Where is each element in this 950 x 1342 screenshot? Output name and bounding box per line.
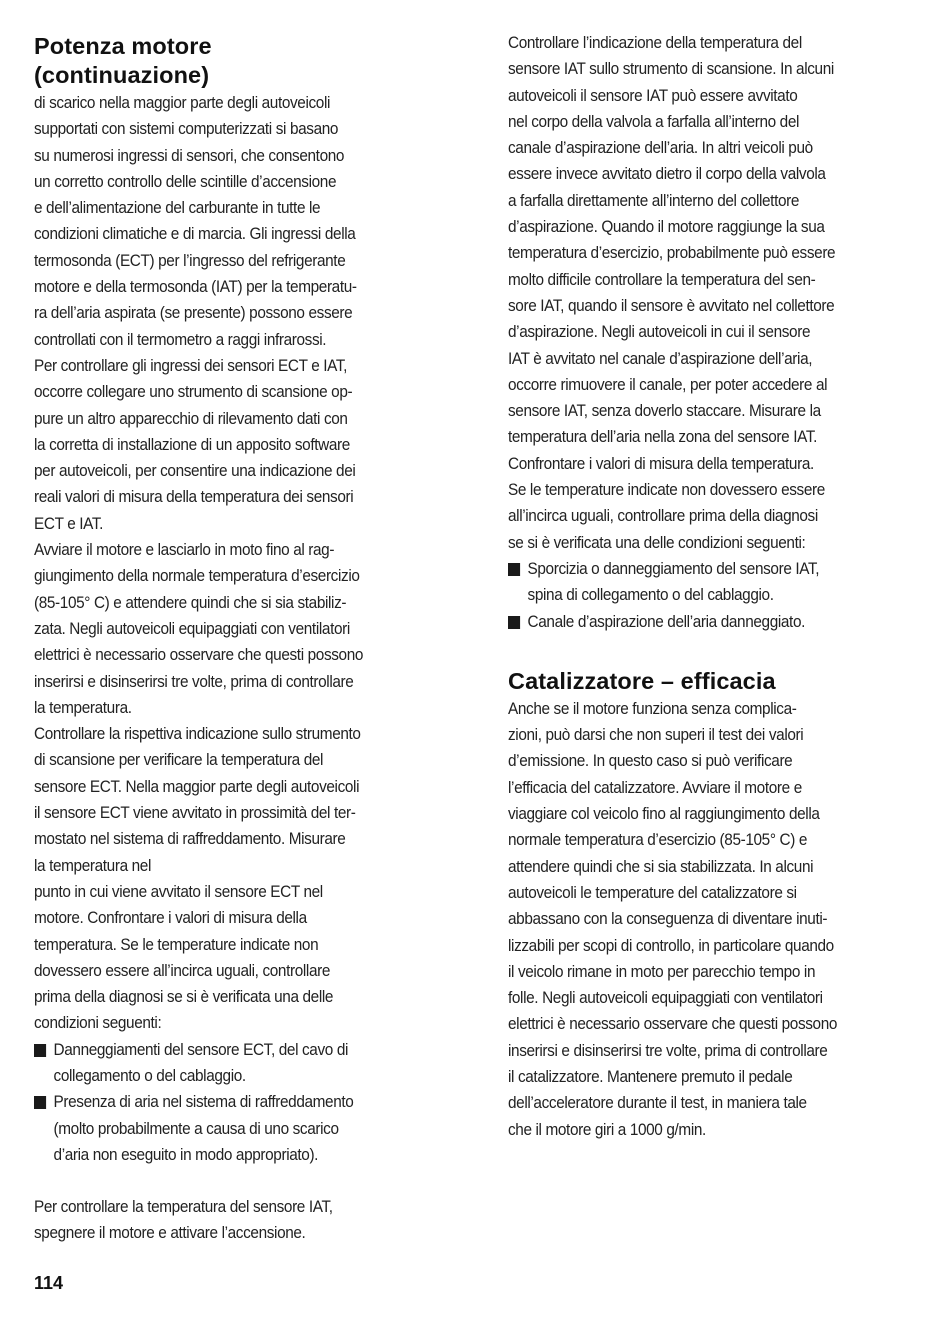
- bullet-line: [508, 556, 893, 582]
- bullet-line: [34, 1037, 424, 1063]
- bullet-text: spina di collegamento o del cablaggio.: [527, 586, 774, 605]
- text-line: Controllare l’indicazione della temperatura del: [508, 34, 802, 52]
- text-line: di scansione per verificare la temperatura del: [34, 751, 324, 770]
- text-line: il veicolo rimane in moto per parecchio tempo in: [508, 962, 816, 981]
- left-column: [34, 30, 424, 1247]
- text-line: l’efficacia del catalizzatore. Avviare il motore e: [508, 778, 802, 797]
- text-line: autoveicoli il sensore IAT può essere avvitato: [508, 86, 798, 105]
- bullet-text: Sporcizia o danneggiamento del sensore IAT,: [527, 559, 820, 578]
- text-line: Per controllare la temperatura del sensore IAT,: [34, 1198, 333, 1217]
- text-line: Anche se il motore funziona senza complica-: [508, 699, 797, 718]
- text-line: Controllare la rispettiva indicazione sullo strumento: [34, 725, 361, 744]
- text-line: inserirsi e disinserirsi tre volte, prima di controllare: [34, 672, 354, 691]
- text-line: normale temperatura d’esercizio (85-105° C) e: [508, 831, 807, 850]
- text-line: spegnere il motore e attivare l’accensione.: [34, 1224, 306, 1243]
- text-line: temperatura dell’aria nella zona del sensore IAT.: [508, 428, 818, 447]
- bullet-line: [508, 582, 893, 608]
- text-line: il catalizzatore. Mantenere premuto il pedale: [508, 1067, 793, 1086]
- text-line: supportati con sistemi computerizzati si basano: [34, 120, 339, 139]
- text-line: pure un altro apparecchio di rilevamento dati con: [34, 409, 348, 428]
- heading-line: Potenza motore: [34, 33, 212, 59]
- bullet-line: [34, 1089, 424, 1115]
- bullet-item: [508, 609, 893, 635]
- text-line: controllati con il termometro a raggi infrarossi.: [34, 330, 327, 349]
- text-line: sensore ECT. Nella maggior parte degli autoveicoli: [34, 777, 360, 796]
- text-line: elettrici è necessario osservare che questi possono: [508, 1015, 838, 1034]
- text-line: occorre collegare uno strumento di scansione op-: [34, 383, 353, 402]
- text-line: folle. Negli autoveicoli equipaggiati con ventilatori: [508, 989, 823, 1008]
- text-line: autoveicoli le temperature del catalizzatore si: [508, 883, 797, 902]
- text-line: IAT è avvitato nel canale d’aspirazione dell’aria,: [508, 349, 813, 368]
- text-line: motore e della termosonda (IAT) per la temperatu-: [34, 278, 357, 297]
- text-line: punto in cui viene avvitato il sensore ECT nel: [34, 882, 323, 901]
- section-heading-catalizzatore: Catalizzatore – efficacia: [508, 667, 776, 694]
- bullet-text: (molto probabilmente a causa di uno scarico: [53, 1119, 339, 1138]
- text-line: all’incirca uguali, controllare prima della diagnosi: [508, 507, 818, 526]
- text-line: (85-105° C) e attendere quindi che si sia stabiliz-: [34, 593, 347, 612]
- text-line: inserirsi e disinserirsi tre volte, prima di controllare: [508, 1041, 828, 1060]
- text-line: di scarico nella maggior parte degli autoveicoli: [34, 94, 331, 112]
- text-line: dovessero essere all’incirca uguali, controllare: [34, 961, 331, 980]
- text-line: un corretto controllo delle scintille d’accensione: [34, 172, 337, 191]
- right-column: [508, 30, 893, 1143]
- text-line: giungimento della normale temperatura d’esercizio: [34, 567, 360, 586]
- text-line: attendere quindi che si sia stabilizzata. In alcuni: [508, 857, 814, 876]
- text-line: la temperatura.: [34, 698, 132, 717]
- bullet-line: [34, 1142, 424, 1168]
- text-line: condizioni climatiche e di marcia. Gli ingressi della: [34, 225, 356, 244]
- text-line: lizzabili per scopi di controllo, in particolare quando: [508, 936, 834, 955]
- paragraph-gap: [34, 1168, 424, 1194]
- square-bullet-icon: [508, 616, 520, 629]
- bullet-line: [34, 1116, 424, 1142]
- text-line: essere invece avvitato dietro il corpo della valvola: [508, 165, 826, 184]
- text-line: a farfalla direttamente all’interno del collettore: [508, 191, 800, 210]
- bullet-item: [34, 1089, 424, 1168]
- text-line: la corretta di installazione di un apposito software: [34, 435, 350, 454]
- text-line: temperatura. Se le temperature indicate non: [34, 935, 319, 954]
- text-line: reali valori di misura della temperatura dei sensori: [34, 488, 354, 507]
- right-paragraph-catalizzatore: [508, 696, 893, 1143]
- text-line: temperatura d’esercizio, probabilmente può essere: [508, 244, 836, 263]
- bullet-text: d’aria non eseguito in modo appropriato).: [53, 1145, 319, 1164]
- text-line: zata. Negli autoveicoli equipaggiati con ventilatori: [34, 619, 350, 638]
- text-line: ECT e IAT.: [34, 514, 104, 533]
- text-line: d’aspirazione. Negli autoveicoli in cui il sensore: [508, 323, 811, 342]
- text-line: viaggiare col veicolo fino al raggiungimento della: [508, 805, 820, 824]
- text-line: occorre rimuovere il canale, per poter accedere al: [508, 375, 828, 394]
- section-heading-potenza-motore: [34, 32, 424, 90]
- text-line: abbassano con la conseguenza di diventare inuti-: [508, 910, 828, 929]
- text-line: il sensore ECT viene avvitato in prossimità del ter-: [34, 804, 356, 823]
- text-line: Confrontare i valori di misura della temperatura.: [508, 454, 814, 473]
- page-number: 114: [34, 1273, 64, 1293]
- text-line: per autoveicoli, per consentire una indicazione dei: [34, 462, 356, 481]
- bullet-text: Canale d’aspirazione dell’aria danneggiato.: [527, 612, 806, 631]
- text-line: la temperatura nel: [34, 856, 151, 875]
- text-line: elettrici è necessario osservare che questi possono: [34, 646, 364, 665]
- text-line: mostato nel sistema di raffreddamento. Misurare: [34, 830, 346, 849]
- right-paragraph-iat: [508, 30, 893, 556]
- text-line: motore. Confrontare i valori di misura della: [34, 909, 307, 928]
- square-bullet-icon: [34, 1096, 46, 1109]
- text-line: canale d’aspirazione dell’aria. In altri veicoli può: [508, 139, 813, 158]
- text-line: zioni, può darsi che non superi il test dei valori: [508, 726, 804, 745]
- text-line: d’emissione. In questo caso si può verificare: [508, 752, 793, 771]
- text-line: condizioni seguenti:: [34, 1014, 162, 1033]
- bullet-text: Danneggiamenti del sensore ECT, del cavo di: [53, 1040, 349, 1059]
- right-bullet-list: [508, 556, 893, 635]
- text-line: dell’acceleratore durante il test, in maniera tale: [508, 1094, 807, 1113]
- text-line: e dell’alimentazione del carburante in tutte le: [34, 199, 321, 218]
- bullet-text: collegamento o del cablaggio.: [53, 1066, 246, 1085]
- bullet-text: Presenza di aria nel sistema di raffreddamento: [53, 1093, 354, 1112]
- text-line: ra dell’aria aspirata (se presente) possono essere: [34, 304, 353, 323]
- square-bullet-icon: [508, 563, 520, 576]
- text-line: d’aspirazione. Quando il motore raggiunge la sua: [508, 218, 825, 237]
- bullet-item: [34, 1037, 424, 1090]
- left-paragraph-iat-intro: [34, 1194, 424, 1247]
- square-bullet-icon: [34, 1044, 46, 1057]
- text-line: Per controllare gli ingressi dei sensori ECT e IAT,: [34, 356, 348, 375]
- text-line: su numerosi ingressi di sensori, che consentono: [34, 146, 345, 165]
- text-line: Avviare il motore e lasciarlo in moto fino al rag-: [34, 541, 335, 560]
- text-line: termosonda (ECT) per l’ingresso del refrigerante: [34, 251, 346, 270]
- text-line: Se le temperature indicate non dovessero essere: [508, 481, 825, 500]
- left-paragraph-main: [34, 90, 424, 1037]
- bullet-item: [508, 556, 893, 609]
- text-line: sensore IAT, senza doverlo staccare. Misurare la: [508, 402, 821, 421]
- text-line: che il motore giri a 1000 g/min.: [508, 1120, 706, 1139]
- bullet-line: [508, 609, 893, 635]
- text-line: prima della diagnosi se si è verificata una delle: [34, 988, 334, 1007]
- text-line: molto difficile controllare la temperatura del sen-: [508, 270, 816, 289]
- heading-line: (continuazione): [34, 62, 210, 88]
- bullet-line: [34, 1063, 424, 1089]
- left-bullet-list: [34, 1037, 424, 1168]
- text-line: sensore IAT sullo strumento di scansione. In alcuni: [508, 60, 834, 79]
- text-line: se si è verificata una delle condizioni seguenti:: [508, 533, 806, 552]
- text-line: sore IAT, quando il sensore è avvitato nel collettore: [508, 296, 835, 315]
- text-line: nel corpo della valvola a farfalla all’interno del: [508, 112, 800, 131]
